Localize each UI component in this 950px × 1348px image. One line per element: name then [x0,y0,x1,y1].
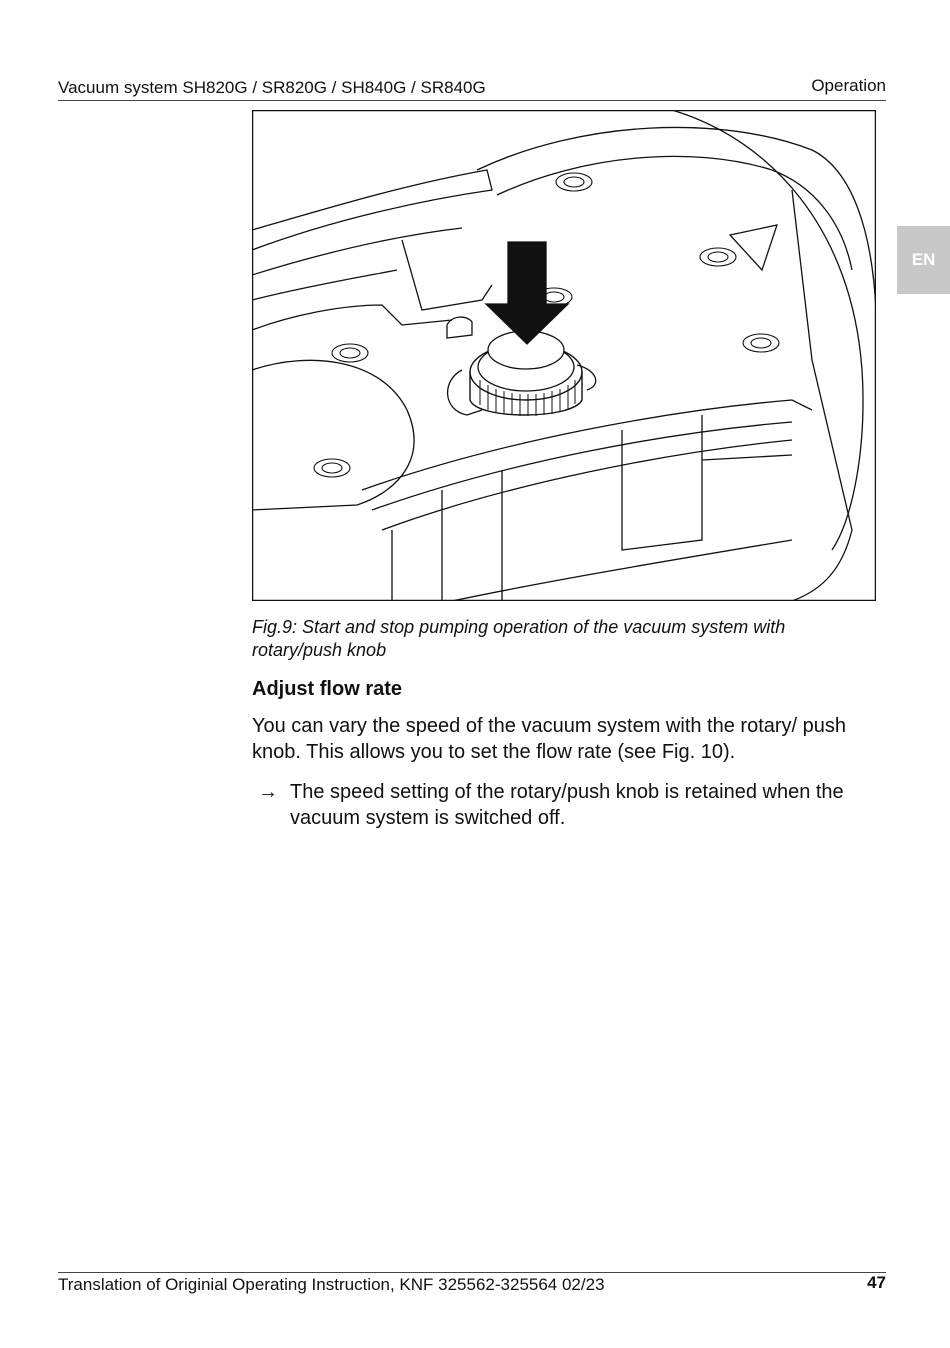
language-tab: EN [897,226,950,294]
footer-text: Translation of Originial Operating Instruction, KNF 325562-325564 02/23 [58,1275,605,1294]
result-arrow-icon: → [258,781,278,803]
result-text: The speed setting of the rotary/push knob is retained when the vacuum system is switched off. [290,781,844,829]
header-divider [58,100,886,101]
header-title: Vacuum system SH820G / SR820G / SH840G / SR840G [58,78,486,97]
footer-divider [58,1272,886,1273]
header-section: Operation [811,76,886,95]
rotary-push-knob-illustration [252,110,876,601]
body-paragraph: You can vary the speed of the vacuum system with the rotary/ push knob. This allows you to set the flow rate (see Fig. 10). [252,715,847,763]
figure-caption: Fig.9: Start and stop pumping operation of the vacuum system with rotary/push knob [252,617,786,660]
page-number: 47 [867,1273,886,1292]
section-heading: Adjust flow rate [252,678,403,700]
result-item [258,779,878,831]
figure-rotary-push-knob [252,110,876,601]
